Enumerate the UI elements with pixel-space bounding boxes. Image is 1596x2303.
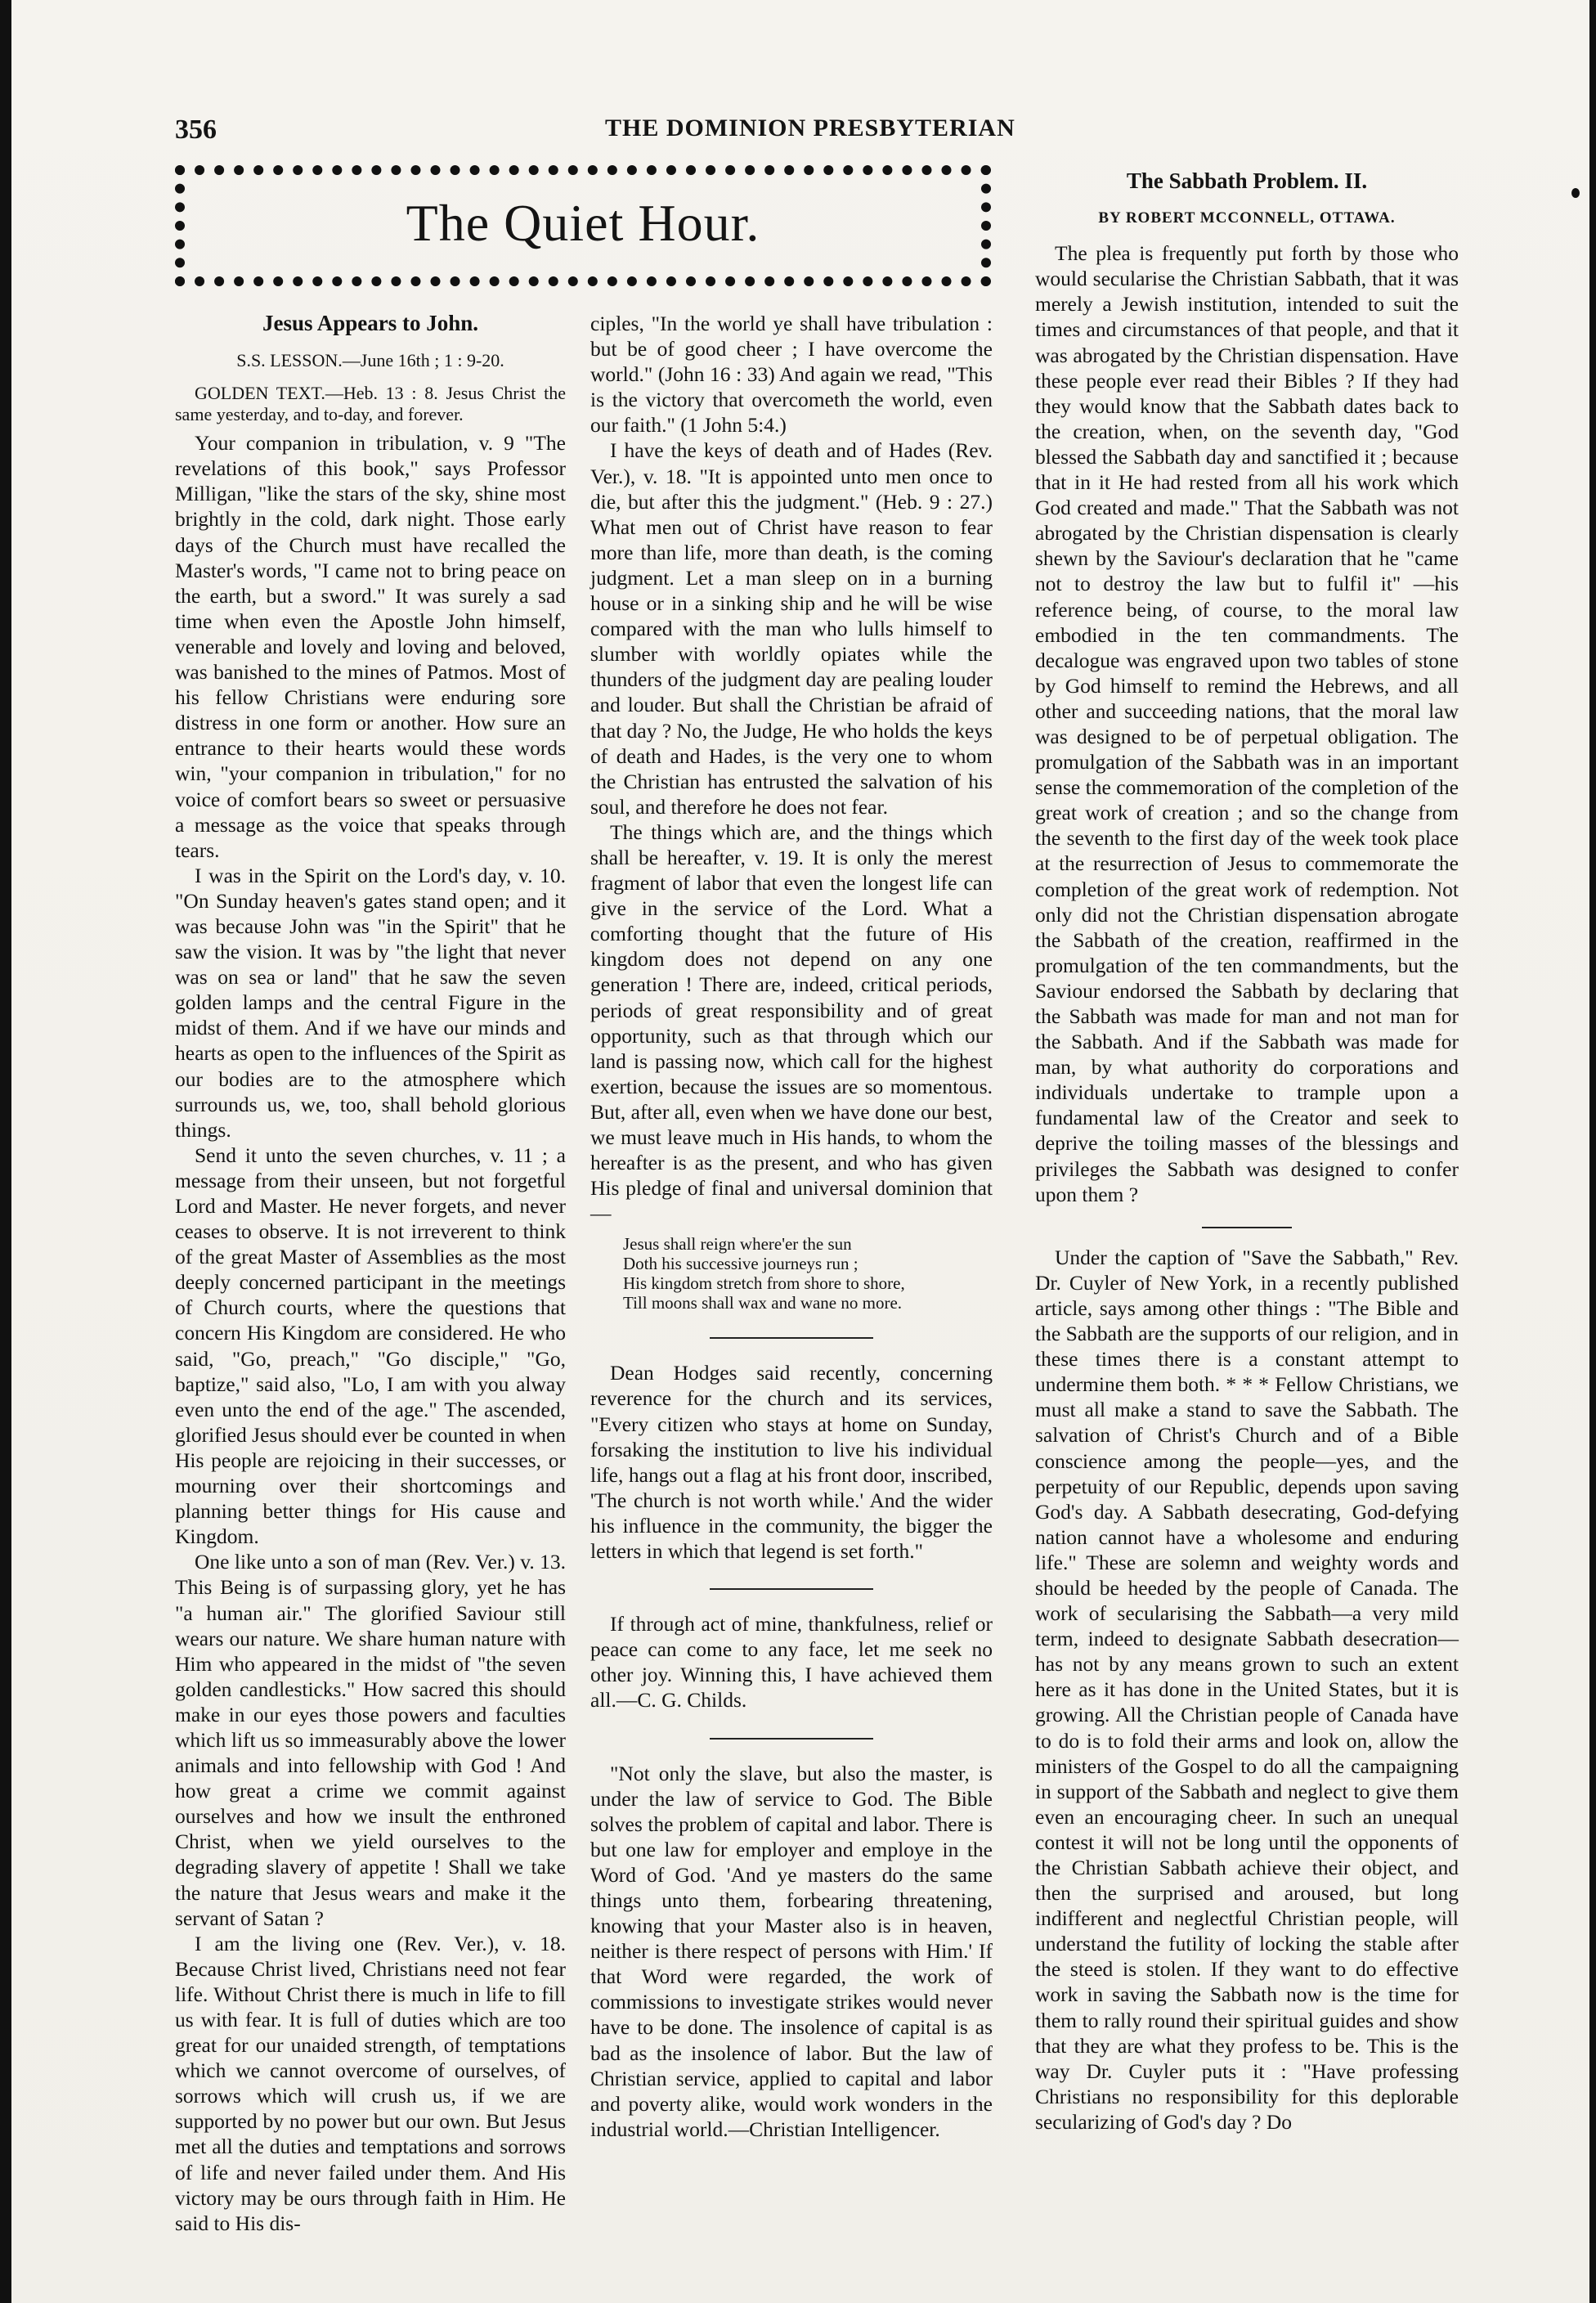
paragraph: Dean Hodges said recently, concerning reverence for the church and its services, "Every citizen who stays at home on Sunday, forsaking the institution to live his individual life, hangs out a flag at his front door, inscribed, 'The church is not worth while.' And the wider his influence in the community, the bigger the letters in which that legend is set forth." (590, 1361, 993, 1564)
article-byline: BY ROBERT MCCONNELL, OTTAWA. (1098, 209, 1396, 227)
divider-rule (710, 1337, 873, 1339)
scan-border-left (0, 0, 11, 2303)
lesson-reference: S.S. LESSON.—June 16th ; 1 : 9-20. (236, 350, 504, 371)
divider-rule (710, 1738, 873, 1740)
paragraph: Send it unto the seven churches, v. 11 ; a message from their unseen, but not forgetful Lord and Master. He never forgets, and never ceases to observe. It is not irreverent to think of the great Master of Assemblies as the most deeply concerned participant in the meetings of Church courts, where the questions that concern His Kingdom are considered. He who said, "Go, preach," "Go disciple," "Go, baptize," said also, "Lo, I am with you alway even unto the end of the age." The ascended, glorified Jesus should ever be counted in when His people are rejoicing in their successes, or mourning over their shortcomings and planning better things for His cause and Kingdom. (175, 1143, 567, 1549)
hymn-quote (623, 1234, 993, 1313)
divider-rule (710, 1588, 873, 1590)
paragraph: One like unto a son of man (Rev. Ver.) v. 13. This Being is of surpassing glory, yet he has "a human air." The glorified Saviour still wears our nature. We share human nature with Him who appeared in the midst of "the seven golden candlesticks." How sacred this should make in our eyes those powers and faculties which lift us so immeasurably above the lower animals and into fellowship with God ! And how great a crime we commit against ourselves and how we insult the enthroned Christ, when we yield ourselves to the degrading slavery of appetite ! Shall we take the nature that Jesus wears and make it the servant of Satan ? (175, 1550, 566, 1930)
page-number: 356 (175, 114, 217, 145)
paragraph: The plea is frequently put forth by those who would secularise the Christian Sabbath, that it was merely a Jewish institution, intended to suit the times and circumstances of that people, and that it was abrogated by the Christian dispensation. Have these people ever read their Bibles ? If they had they would know that the Sabbath dates back to the creation, when, on the seventh day, "God blessed the Sabbath day and sanctified it ; because that in it He had rested from all his work which God created and made." That the Sabbath was not abrogated by the Christian dispensation is clearly shewn by the Saviour's declaration that he "came not to destroy the law but to fulfil it" —his reference being, of course, to the moral law embodied in the ten commandments. The decalogue was engraved upon two tables of stone by God himself to remind the Hebrews, and all other and succeeding nations, that the moral law was designed to be of perpetual obligation. The promulgation of the Sabbath was in an important sense the commemoration of the completion of the great work of creation ; and so the change from the seventh to the first day of the week took place at the resurrection of Jesus to commemorate the completion of the great work of redemption. Not only did not the Christian dispensation abrogate the Sabbath of the creation, reaffirmed in the promulgation of the ten commandments, but the Saviour endorsed the Sabbath by declaring that the Sabbath was made for man and not man for the Sabbath. And if the Sabbath was made for man, by what authority do corporations and individuals undertake to trample upon a fundamental law of the Creator and seek to deprive the toiling masses of the blessings and privileges the Sabbath was designed to confer upon them ? (1035, 241, 1459, 1206)
paragraph: ciples, "In the world ye shall have tribulation : but be of good cheer ; I have overcome the world." (John 16 : 33) And again we read, "This is the victory that overcometh the world, even our faith." (1 John 5:4.) (590, 312, 993, 438)
running-head: THE DOMINION PRESBYTERIAN (605, 114, 1015, 141)
paragraph: Your companion in tribulation, v. 9 "The revelations of this book," says Professor Milligan, "like the stars of the sky, shine most brightly in the cold, dark night. Those early days of the Church must have recalled the Master's words, "I came not to bring peace on the earth, but a sword." It was surely a sad time when even the Apostle John himself, venerable and lovely and loving and beloved, was banished to the mines of Patmos. Most of his fellow Christians were enduring sore distress in one form or another. How sure an entrance to their hearts would these words win, "your companion in tribulation," for no voice of comfort bears so sweet or persuasive a message as the voice that speaks through tears. (175, 431, 566, 862)
poem-line: Doth his successive journeys run ; (623, 1254, 859, 1274)
paragraph: The things which are, and the things which shall be hereafter, v. 19. It is only the merest fragment of labor that even the longest life can give in the service of the Lord. What a comforting thought that the future of His kingdom does not depend on any one generation ! There are, indeed, critical periods, periods of great responsibility and of great opportunity, such as that through which our land is passing now, which call for the highest exertion, because the issues are so momentous. But, after all, even when we have done our best, we must leave much in His hands, to whom the hereafter is as the present, and who has given His pledge of final and universal dominion that— (590, 819, 993, 1226)
paragraph: I have the keys of death and of Hades (Rev. Ver.), v. 18. "It is appointed unto men once to die, but after this the judgment." (Heb. 9 : 27.) What men out of Christ have reason to fear more than life, more than death, is the coming judgment. Let a man sleep on in a burning house or in a sinking ship and he will be wise compared with the man who lulls himself to slumber with worldly opiates while the thunders of the judgment day are pealing louder and louder. But shall the Christian be afraid of that day ? No, the Judge, He who holds the keys of death and Hades, is the very one to whom the Christian has entrusted the salvation of his soul, and therefore he does not fear. (590, 438, 993, 819)
paragraph: Under the caption of "Save the Sabbath," Rev. Dr. Cuyler of New York, in a recently published article, says among other things : "The Bible and the Sabbath are the supports of our religion, and in these times there is a constant attempt to undermine them both. * * * Fellow Christians, we must all make a stand to save the Sabbath. The salvation of Christ's Church and of a Bible conscience among the people—yes, and the perpetuity of our Republic, depends upon saving God's day. A Sabbath desecrating, God-defying nation cannot have a wholesome and enduring life." These are solemn and weighty words and should be heeded by the people of Canada. The work of secularising the Sabbath—a very mild term, indeed to designate Sabbath desecration—has not by any means grown to such an extent here as it has done in the United States, but it is growing. All the Christian people of Canada have to do is to fold their arms and look on, allow the ministers of the Gospel to do all the campaigning in support of the Sabbath and neglect to give them even an encouraging cheer. In such an unequal contest it will not be long until the opponents of the Christian Sabbath achieve their object, and then the surprised and aroused, but long indifferent and neglectful Christian people, will understand the futility of locking the stable after the steed is stolen. If they want to do effective work in saving the Sabbath now is the time for them to rally round their spiritual guides and show that they are what they profess to be. This is the way Dr. Cuyler puts it : "Have professing Christians no responsibility for this deplorable secularizing of God's day ? Do (1035, 1245, 1459, 2134)
column-1 (175, 311, 566, 2236)
quiet-hour-title: The Quiet Hour. (406, 194, 760, 252)
poem-line: Jesus shall reign where'er the sun (623, 1234, 852, 1255)
paragraph: I was in the Spirit on the Lord's day, v. 10. "On Sunday heaven's gates stand open; and it was because John was "in the Spirit" that he saw the vision. It was by "the light that never was on sea or land" that he saw the seven golden lamps and the central Figure in the midst of them. And if we have our minds and hearts as open to the influences of the Spirit as our bodies are to the atmosphere which surrounds us, we, too, shall behold glorious things. (175, 863, 566, 1142)
poem-line: Till moons shall wax and wane no more. (623, 1293, 903, 1313)
poem-line: His kingdom stretch from shore to shore, (623, 1273, 905, 1294)
divider-rule (1202, 1227, 1292, 1228)
golden-text: GOLDEN TEXT.—Heb. 13 : 8. Jesus Christ the same yesterday, and to-day, and forever. (175, 383, 566, 425)
article-title: Jesus Appears to John. (262, 311, 479, 335)
column-3 (1035, 168, 1459, 2135)
ink-dot (1571, 188, 1580, 198)
column-2 (590, 311, 993, 2142)
paragraph: "Not only the slave, but also the master, is under the law of service to God. The Bible solves the problem of capital and labor. There is but one law for employer and employe in the Word of God. 'And ye masters do the same things unto them, forbearing threatening, knowing that your Master also is in heaven, neither is there respect of persons with Him.' If that Word were regarded, the work of commissions to investigate strikes would never have to be done. The insolence of capital is as bad as the insolence of labor. But the law of Christian service, applied to capital and labor and poverty alike, would work wonders in the industrial world.—Christian Intelligencer. (590, 1761, 993, 2141)
scan-border-right (1589, 0, 1596, 2303)
paragraph: If through act of mine, thankfulness, relief or peace can come to any face, let me seek no other joy. Winning this, I have achieved them all.—C. G. Childs. (590, 1612, 993, 1713)
article-title: The Sabbath Problem. II. (1126, 168, 1368, 193)
paragraph: I am the living one (Rev. Ver.), v. 18. Because Christ lived, Christians need not fear life. Without Christ there is much in life to fill us with fear. It is full of duties which are too great for our unaided strength, of temptations which we cannot overcome of ourselves, of sorrows which will crush us, if we are supported by no power but our own. But Jesus met all the duties and temptations and sorrows of life and never failed under them. And His victory may be ours through faith in Him. He said to His dis- (175, 1931, 566, 2235)
